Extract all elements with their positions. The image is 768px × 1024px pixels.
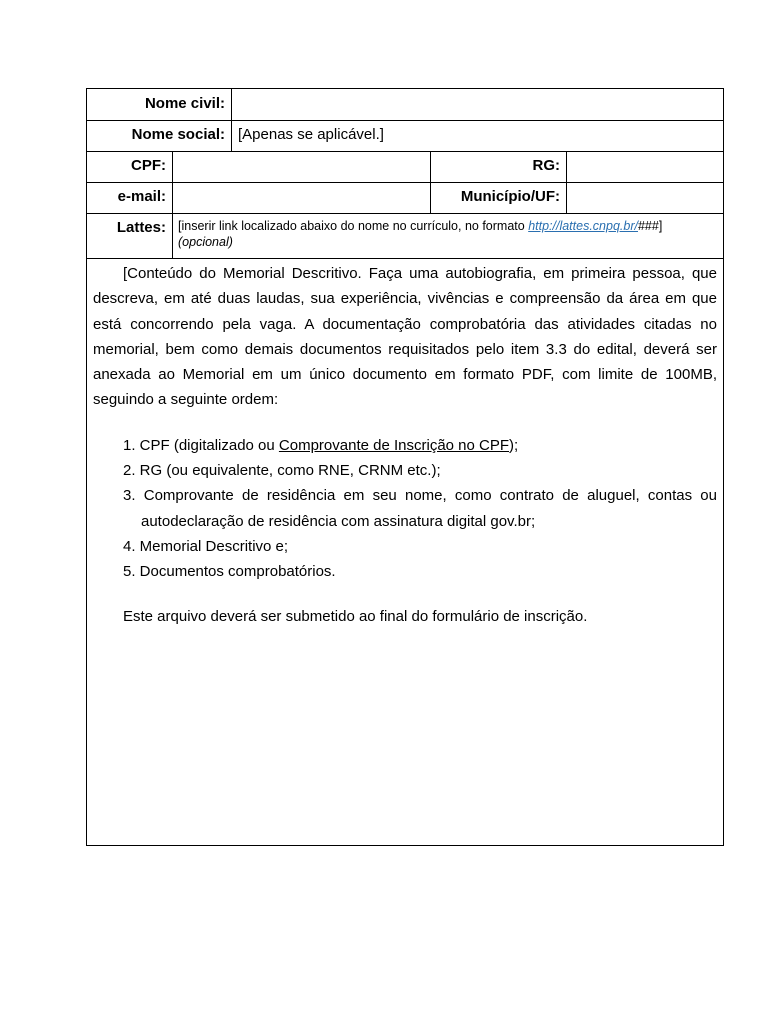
row-email-municipio <box>87 182 723 214</box>
cpf-receipt-link[interactable]: Comprovante de Inscrição no CPF <box>278 436 510 454</box>
row-lattes <box>87 213 723 259</box>
memorial-content[interactable] <box>87 259 723 629</box>
list-item: 3. Comprovante de residência em seu nome, como contrato de aluguel, contas ou autodeclaração de residência com assinatura digital gov.br; <box>123 487 717 530</box>
list-item: 4. Memorial Descritivo e; <box>123 537 289 555</box>
row-cpf-rg <box>87 151 723 183</box>
email-field[interactable] <box>173 182 431 213</box>
lattes-instruction: [inserir link localizado abaixo do nome no currículo, no formato <box>178 219 529 233</box>
cpf-label: CPF: <box>87 151 173 182</box>
document-order-list <box>93 433 717 585</box>
list-item: 5. Documentos comprobatórios. <box>123 563 336 581</box>
rg-label: RG: <box>431 151 567 182</box>
lattes-optional: (opcional) <box>178 235 233 249</box>
row-nome-social <box>87 120 723 152</box>
lattes-field[interactable] <box>173 213 723 258</box>
municipio-field[interactable] <box>567 182 723 213</box>
lattes-suffix: ###] <box>637 219 663 233</box>
nome-civil-field[interactable] <box>232 89 723 120</box>
nome-social-field[interactable]: [Apenas se aplicável.] <box>238 126 384 143</box>
municipio-label: Município/UF: <box>431 182 567 213</box>
row-nome-civil <box>87 89 723 121</box>
lattes-label: Lattes: <box>87 213 173 258</box>
cpf-field[interactable] <box>173 151 431 182</box>
memorial-form <box>86 88 724 846</box>
memorial-closing: Este arquivo deverá ser submetido ao final do formulário de inscrição. <box>123 607 588 625</box>
list-item: 2. RG (ou equivalente, como RNE, CRNM etc.); <box>123 462 441 480</box>
email-label: e-mail: <box>87 182 173 213</box>
memorial-intro: [Conteúdo do Memorial Descritivo. Faça uma autobiografia, em primeira pessoa, que descreva, em até duas laudas, sua experiência, vivências e compreensão da área em que está concorrendo pela vaga. A documentação comprobatória das atividades citadas no memorial, bem como demais documentos requisitados pelo item 3.3 do edital, deverá ser anexada ao Memorial em um único documento em formato PDF, com limite de 100MB, seguindo a seguinte ordem: <box>93 265 717 409</box>
nome-social-label: Nome social: <box>87 120 232 151</box>
list-item: 1. CPF (digitalizado ou Comprovante de Inscrição no CPF); <box>123 436 519 454</box>
rg-field[interactable] <box>567 151 723 182</box>
nome-civil-label: Nome civil: <box>87 89 232 120</box>
lattes-link[interactable]: http://lattes.cnpq.br/ <box>528 219 638 233</box>
